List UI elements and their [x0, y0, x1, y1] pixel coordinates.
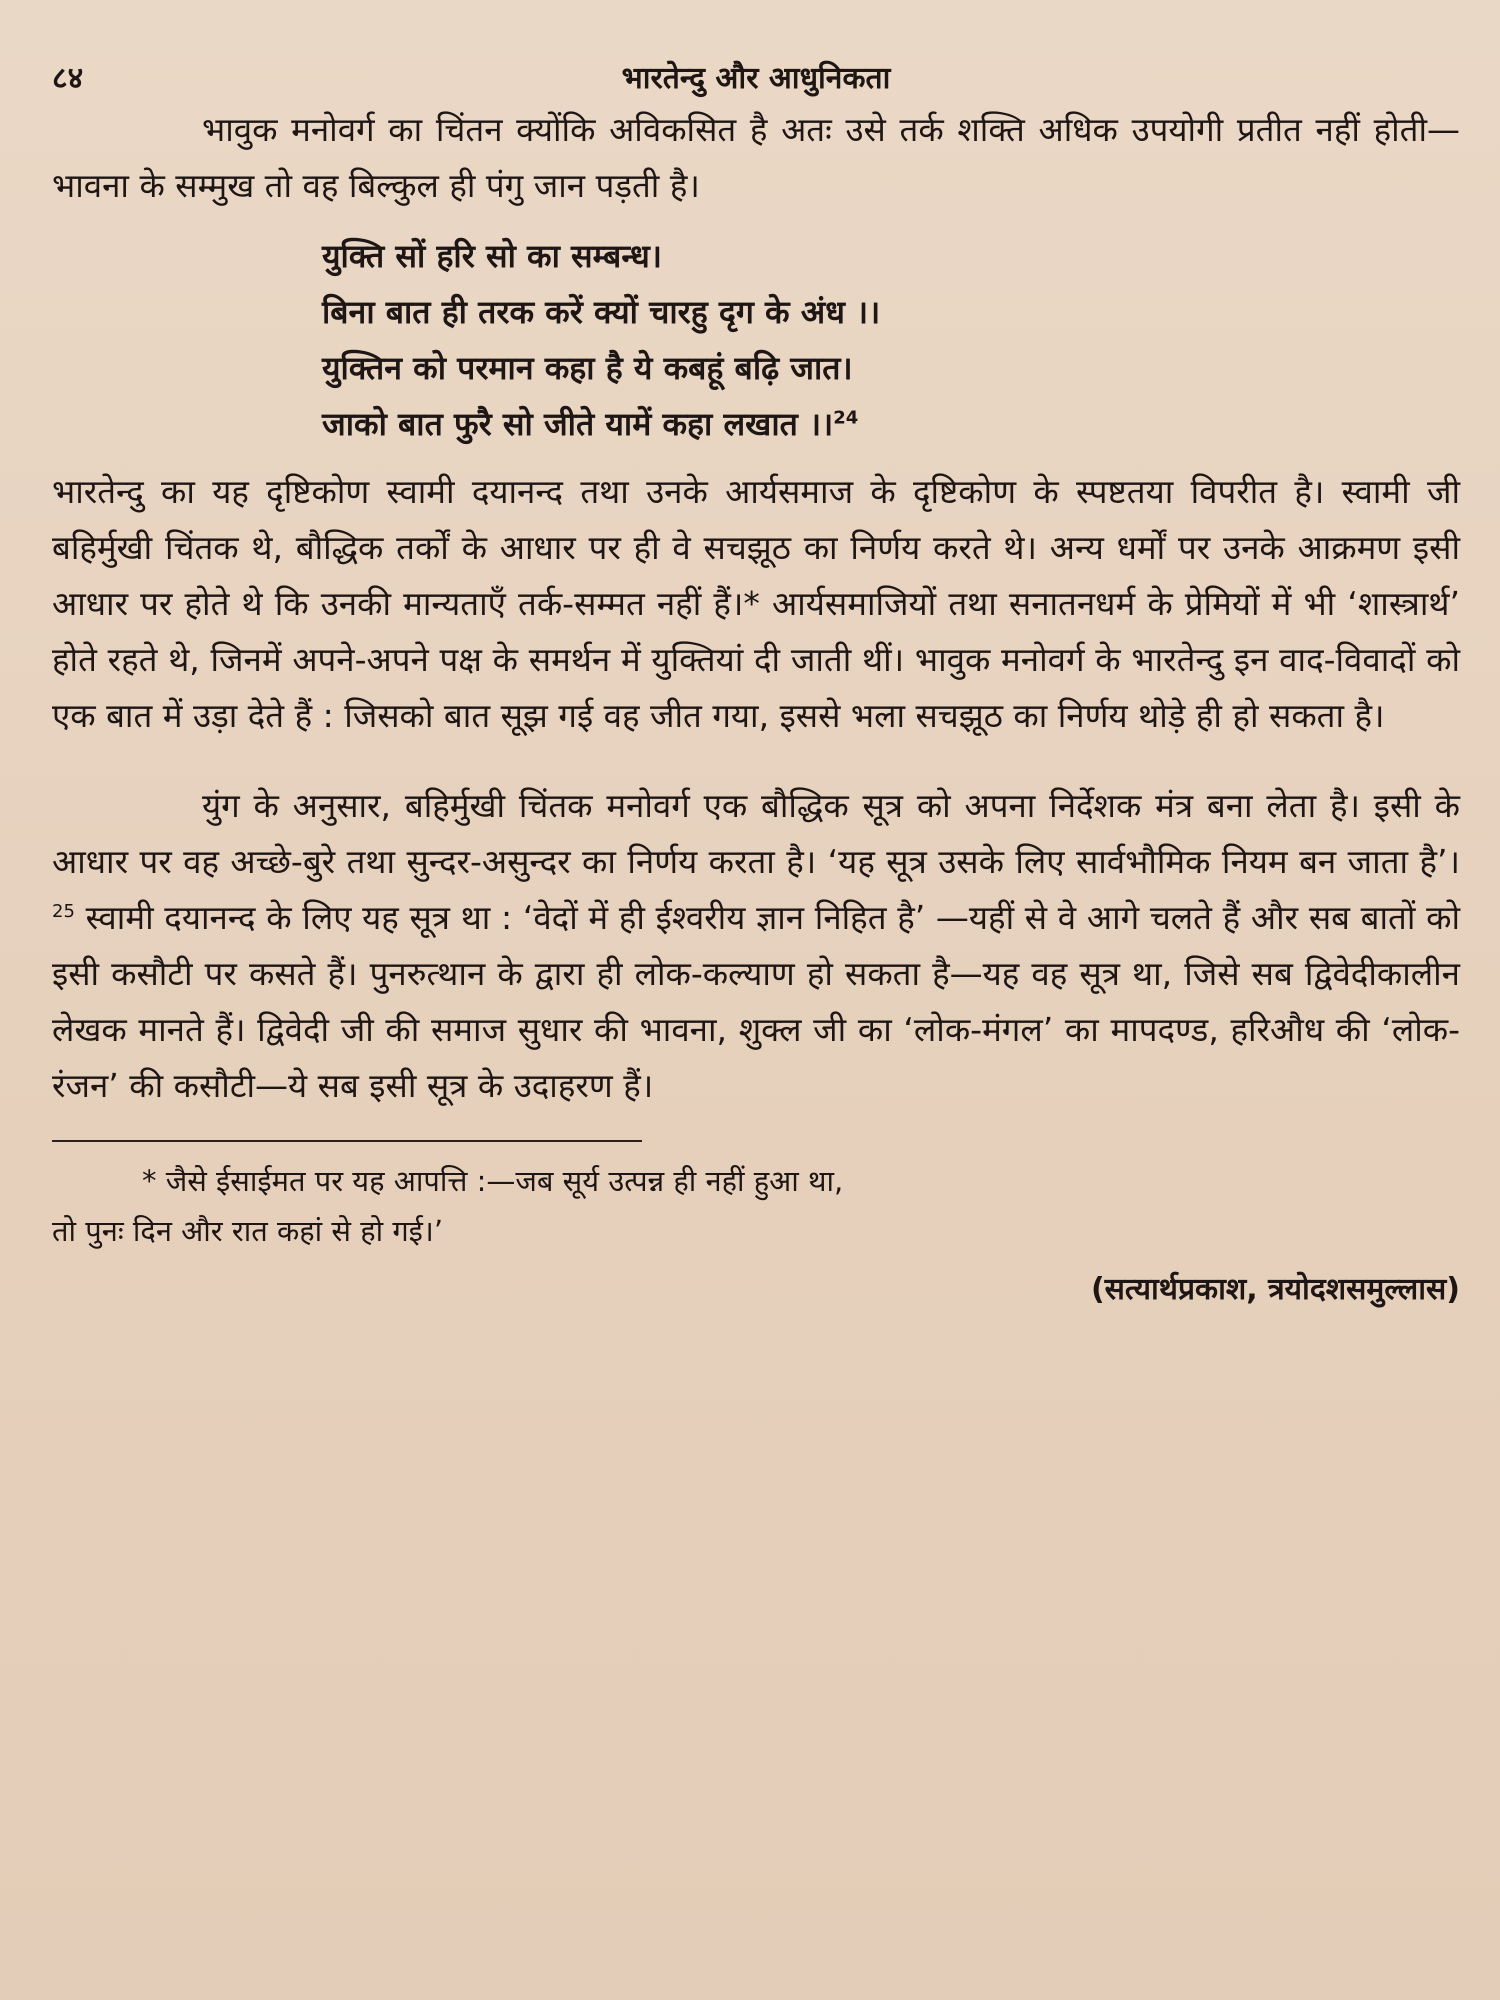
- paragraph-3-part-b: स्वामी दयानन्द के लिए यह सूत्र था : ‘वेदों में ही ईश्वरीय ज्ञान निहित है’ —यहीं से वे आगे चलते हैं और सब बातों को इसी कसौटी पर कसते हैं। पुनरुत्थान के द्वारा ही लोक-कल्याण हो सकता है—यह वह सूत्र था, जिसे सब द्विवेदीकालीन लेखक मानते हैं। द्विवेदी जी की समाज सुधार की भावना, शुक्ल जी का ‘लोक-मंगल’ का मापदण्ड, हरिऔध की ‘लोक-रंजन’ की कसौटी—ये सब इसी सूत्र के उदाहरण हैं।: [52, 898, 1460, 1105]
- verse-line-4-text: जाको बात फुरै सो जीते यामें कहा लखात ।।: [322, 405, 834, 443]
- verse-line-2: बिना बात ही तरक करें क्यों चारहु दृग के अंध ।।: [322, 293, 881, 331]
- paragraph-3-part-a: युंग के अनुसार, बहिर्मुखी चिंतक मनोवर्ग एक बौद्धिक सूत्र को अपना निर्देशक मंत्र बना लेता है। इसी के आधार पर वह अच्छे-बुरे तथा सुन्दर-असुन्दर का निर्णय करता है। ‘यह सूत्र उसके लिए सार्वभौमिक नियम बन जाता है’।: [52, 786, 1460, 881]
- footnote-divider: [52, 1140, 642, 1142]
- paragraph-1: भावुक मनोवर्ग का चिंतन क्योंकि अविकसित है अतः उसे तर्क शक्ति अधिक उपयोगी प्रतीत नहीं होती—भावना के सम्मुख तो वह बिल्कुल ही पंगु जान पड़ती है।: [52, 110, 1460, 205]
- page-number: ८४: [52, 61, 84, 96]
- verse-line-1: युक्ति सों हरि सो का सम्बन्ध।: [322, 237, 662, 275]
- verse-line-3: युक्तिन को परमान कहा है ये कबहूं बढ़ि जात।: [322, 349, 853, 387]
- paragraph-2: भारतेन्दु का यह दृष्टिकोण स्वामी दयानन्द तथा उनके आर्यसमाज के दृष्टिकोण के स्पष्टतया विपरीत है। स्वामी जी बहिर्मुखी चिंतक थे, बौद्धिक तर्कों के आधार पर ही वे सचझूठ का निर्णय करते थे। अन्य धर्मों पर उनके आक्रमण इसी आधार पर होते थे कि उनकी मान्यताएँ तर्क-सम्मत नहीं हैं।* आर्यसमाजियों तथा सनातनधर्म के प्रेमियों में भी ‘शास्त्रार्थ’ होते रहते थे, जिनमें अपने-अपने पक्ष के समर्थन में युक्तियां दी जाती थीं। भावुक मनोवर्ग के भारतेन्दु इन वाद-विवादों को एक बात में उड़ा देते हैं : जिसको बात सूझ गई वह जीत गया, इससे भला सचझूठ का निर्णय थोड़े ही हो सकता है।: [52, 472, 1460, 735]
- paragraph-3-note-ref: 25: [52, 901, 75, 922]
- verse-note-ref: 24: [833, 407, 859, 429]
- verse-line-4: [322, 396, 1460, 452]
- running-title: भारतेन्दु और आधुनिकता: [621, 61, 891, 96]
- footnote-line-2: तो पुनः दिन और रात कहां से हो गई।’: [52, 1214, 444, 1248]
- footnote-source: (सत्यार्थप्रकाश, त्रयोदशसमुल्लास): [1090, 1272, 1460, 1307]
- footnote-line-1: * जैसे ईसाईमत पर यह आपत्ति :—जब सूर्य उत्पन्न ही नहीं हुआ था,: [142, 1164, 844, 1198]
- page-header: [52, 50, 1460, 102]
- footnote: [52, 1156, 1460, 1318]
- verse-block: [322, 228, 1460, 452]
- paragraph-3: [52, 778, 1460, 1114]
